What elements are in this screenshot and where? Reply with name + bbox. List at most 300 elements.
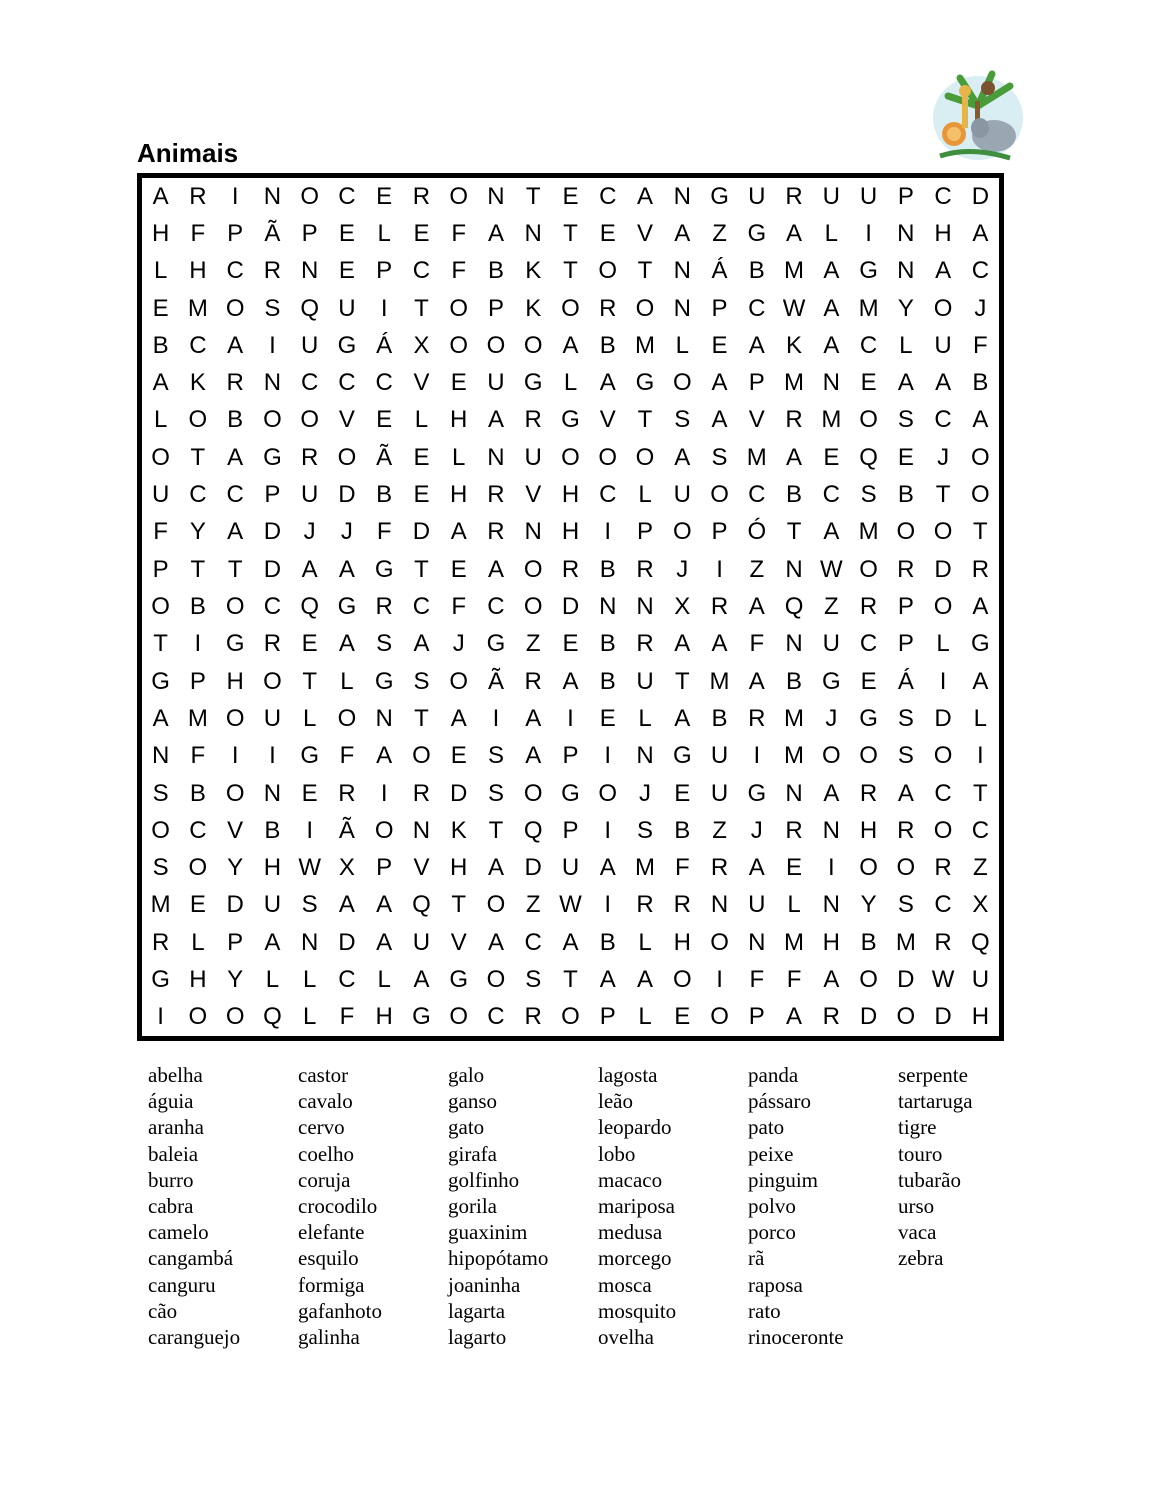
- grid-letter[interactable]: A: [674, 443, 691, 471]
- grid-letter[interactable]: A: [935, 257, 952, 285]
- grid-letter[interactable]: U: [300, 481, 319, 509]
- grid-letter[interactable]: O: [561, 443, 580, 471]
- grid-letter[interactable]: G: [151, 966, 170, 994]
- grid-letter[interactable]: O: [449, 1003, 469, 1031]
- grid-letter[interactable]: H: [189, 257, 207, 285]
- grid-letter[interactable]: Z: [823, 592, 839, 620]
- grid-letter[interactable]: R: [785, 182, 803, 210]
- grid-letter[interactable]: O: [225, 1003, 245, 1031]
- grid-letter[interactable]: G: [374, 667, 394, 695]
- grid-letter[interactable]: L: [638, 481, 652, 509]
- grid-letter[interactable]: C: [934, 891, 952, 919]
- grid-letter[interactable]: E: [301, 779, 318, 807]
- grid-letter[interactable]: P: [897, 592, 914, 620]
- grid-letter[interactable]: O: [896, 518, 916, 546]
- grid-letter[interactable]: Q: [300, 592, 319, 620]
- grid-letter[interactable]: H: [450, 481, 468, 509]
- grid-letter[interactable]: J: [750, 816, 763, 844]
- grid-letter[interactable]: T: [190, 555, 206, 583]
- grid-letter[interactable]: A: [786, 443, 803, 471]
- grid-letter[interactable]: E: [860, 667, 877, 695]
- grid-letter[interactable]: P: [897, 182, 914, 210]
- grid-letter[interactable]: V: [525, 481, 542, 509]
- grid-letter[interactable]: T: [153, 630, 168, 658]
- grid-letter[interactable]: D: [971, 182, 990, 210]
- grid-letter[interactable]: O: [449, 667, 469, 695]
- grid-letter[interactable]: F: [973, 331, 988, 359]
- grid-letter[interactable]: R: [636, 630, 654, 658]
- grid-letter[interactable]: C: [189, 481, 207, 509]
- grid-letter[interactable]: S: [413, 667, 430, 695]
- grid-letter[interactable]: O: [672, 518, 692, 546]
- grid-letter[interactable]: N: [710, 891, 729, 919]
- grid-letter[interactable]: M: [635, 854, 656, 882]
- grid-letter[interactable]: O: [933, 592, 953, 620]
- grid-letter[interactable]: C: [934, 406, 952, 434]
- grid-letter[interactable]: R: [487, 518, 505, 546]
- grid-letter[interactable]: O: [523, 555, 543, 583]
- grid-letter[interactable]: O: [933, 294, 953, 322]
- grid-letter[interactable]: E: [413, 443, 430, 471]
- grid-letter[interactable]: H: [375, 1003, 393, 1031]
- grid-letter[interactable]: C: [338, 369, 356, 397]
- grid-letter[interactable]: G: [859, 257, 878, 285]
- grid-letter[interactable]: S: [897, 406, 914, 434]
- grid-letter[interactable]: Q: [300, 294, 319, 322]
- grid-letter[interactable]: K: [525, 257, 542, 285]
- grid-letter[interactable]: O: [337, 704, 357, 732]
- grid-letter[interactable]: L: [973, 704, 988, 732]
- grid-letter[interactable]: M: [635, 331, 656, 359]
- grid-letter[interactable]: A: [376, 891, 393, 919]
- grid-letter[interactable]: G: [747, 779, 767, 807]
- grid-letter[interactable]: R: [338, 779, 356, 807]
- grid-letter[interactable]: A: [972, 592, 989, 620]
- grid-letter[interactable]: S: [301, 891, 318, 919]
- grid-letter[interactable]: C: [524, 928, 542, 956]
- grid-letter[interactable]: S: [264, 294, 281, 322]
- grid-letter[interactable]: U: [822, 182, 840, 210]
- grid-letter[interactable]: P: [152, 555, 169, 583]
- grid-letter[interactable]: I: [716, 966, 723, 994]
- grid-letter[interactable]: M: [784, 257, 805, 285]
- grid-letter[interactable]: A: [935, 369, 952, 397]
- grid-letter[interactable]: Á: [711, 257, 728, 285]
- grid-letter[interactable]: I: [194, 630, 202, 658]
- grid-letter[interactable]: O: [523, 592, 543, 620]
- grid-letter[interactable]: F: [749, 966, 765, 994]
- grid-letter[interactable]: I: [604, 891, 612, 919]
- grid-letter[interactable]: R: [636, 555, 654, 583]
- grid-letter[interactable]: B: [599, 667, 616, 695]
- grid-letter[interactable]: A: [823, 331, 840, 359]
- grid-letter[interactable]: G: [561, 779, 580, 807]
- grid-letter[interactable]: G: [672, 742, 692, 770]
- grid-letter[interactable]: I: [269, 742, 276, 770]
- grid-letter[interactable]: M: [858, 294, 879, 322]
- grid-letter[interactable]: H: [859, 816, 878, 844]
- grid-letter[interactable]: M: [187, 704, 208, 732]
- grid-letter[interactable]: N: [487, 182, 505, 210]
- grid-letter[interactable]: A: [786, 219, 803, 247]
- grid-letter[interactable]: O: [971, 443, 990, 471]
- grid-letter[interactable]: N: [897, 257, 915, 285]
- grid-letter[interactable]: O: [598, 443, 618, 471]
- grid-letter[interactable]: E: [823, 443, 840, 471]
- grid-letter[interactable]: L: [638, 704, 652, 732]
- grid-letter[interactable]: A: [487, 555, 504, 583]
- grid-letter[interactable]: B: [189, 592, 206, 620]
- grid-letter[interactable]: W: [819, 555, 843, 583]
- grid-letter[interactable]: O: [486, 331, 506, 359]
- grid-letter[interactable]: Z: [749, 555, 765, 583]
- grid-letter[interactable]: G: [523, 369, 543, 397]
- grid-letter[interactable]: E: [897, 443, 914, 471]
- grid-letter[interactable]: B: [972, 369, 989, 397]
- grid-letter[interactable]: R: [599, 294, 617, 322]
- grid-letter[interactable]: P: [301, 219, 318, 247]
- grid-letter[interactable]: T: [637, 257, 653, 285]
- grid-letter[interactable]: C: [263, 592, 282, 620]
- grid-letter[interactable]: A: [450, 704, 467, 732]
- grid-letter[interactable]: V: [413, 369, 430, 397]
- grid-letter[interactable]: N: [412, 816, 431, 844]
- grid-letter[interactable]: J: [452, 630, 465, 658]
- grid-letter[interactable]: O: [561, 1003, 580, 1031]
- grid-letter[interactable]: M: [895, 928, 916, 956]
- grid-letter[interactable]: N: [636, 592, 654, 620]
- grid-letter[interactable]: Z: [525, 891, 541, 919]
- grid-letter[interactable]: B: [786, 481, 803, 509]
- grid-letter[interactable]: I: [380, 779, 388, 807]
- grid-letter[interactable]: C: [859, 331, 878, 359]
- grid-letter[interactable]: N: [375, 704, 393, 732]
- grid-letter[interactable]: F: [451, 592, 467, 620]
- grid-letter[interactable]: G: [412, 1003, 431, 1031]
- grid-letter[interactable]: A: [637, 966, 654, 994]
- grid-letter[interactable]: F: [339, 742, 355, 770]
- grid-letter[interactable]: A: [972, 667, 989, 695]
- grid-letter[interactable]: L: [377, 966, 391, 994]
- grid-letter[interactable]: A: [227, 518, 244, 546]
- grid-letter[interactable]: C: [934, 182, 952, 210]
- grid-letter[interactable]: G: [971, 630, 990, 658]
- grid-letter[interactable]: S: [152, 854, 169, 882]
- grid-letter[interactable]: N: [673, 182, 691, 210]
- grid-letter[interactable]: X: [338, 854, 355, 882]
- grid-letter[interactable]: Ã: [264, 219, 281, 247]
- grid-letter[interactable]: S: [637, 816, 654, 844]
- grid-letter[interactable]: T: [637, 406, 653, 434]
- grid-letter[interactable]: N: [785, 630, 803, 658]
- grid-letter[interactable]: F: [376, 518, 392, 546]
- grid-letter[interactable]: F: [339, 1003, 355, 1031]
- grid-letter[interactable]: Y: [189, 518, 206, 546]
- grid-letter[interactable]: W: [298, 854, 321, 882]
- grid-letter[interactable]: G: [486, 630, 506, 658]
- grid-letter[interactable]: E: [562, 630, 579, 658]
- grid-letter[interactable]: D: [934, 555, 952, 583]
- grid-letter[interactable]: L: [153, 257, 168, 285]
- grid-letter[interactable]: Q: [859, 443, 878, 471]
- grid-letter[interactable]: D: [263, 555, 282, 583]
- grid-letter[interactable]: O: [859, 742, 878, 770]
- grid-letter[interactable]: N: [524, 219, 542, 247]
- grid-letter[interactable]: T: [973, 779, 988, 807]
- grid-letter[interactable]: Q: [412, 891, 431, 919]
- grid-letter[interactable]: H: [226, 667, 244, 695]
- grid-letter[interactable]: G: [337, 592, 357, 620]
- grid-letter[interactable]: G: [300, 742, 319, 770]
- grid-letter[interactable]: B: [599, 555, 616, 583]
- grid-letter[interactable]: N: [822, 891, 840, 919]
- grid-letter[interactable]: N: [524, 518, 542, 546]
- grid-letter[interactable]: G: [374, 555, 394, 583]
- grid-letter[interactable]: U: [710, 779, 729, 807]
- grid-letter[interactable]: R: [897, 816, 915, 844]
- grid-letter[interactable]: J: [639, 779, 652, 807]
- grid-letter[interactable]: D: [934, 1003, 952, 1031]
- grid-letter[interactable]: B: [786, 667, 803, 695]
- grid-letter[interactable]: S: [897, 704, 914, 732]
- grid-letter[interactable]: U: [151, 481, 170, 509]
- grid-letter[interactable]: U: [263, 704, 282, 732]
- grid-letter[interactable]: R: [300, 443, 319, 471]
- grid-letter[interactable]: U: [934, 331, 952, 359]
- grid-letter[interactable]: D: [859, 1003, 878, 1031]
- grid-letter[interactable]: O: [598, 779, 618, 807]
- grid-letter[interactable]: U: [636, 667, 654, 695]
- grid-letter[interactable]: R: [859, 592, 878, 620]
- grid-letter[interactable]: J: [340, 518, 353, 546]
- grid-letter[interactable]: G: [561, 406, 580, 434]
- grid-letter[interactable]: P: [711, 518, 728, 546]
- grid-letter[interactable]: Q: [784, 592, 804, 620]
- grid-letter[interactable]: H: [450, 854, 468, 882]
- grid-letter[interactable]: N: [748, 928, 766, 956]
- grid-letter[interactable]: A: [338, 891, 355, 919]
- grid-letter[interactable]: Ã: [338, 816, 355, 844]
- grid-letter[interactable]: R: [710, 854, 729, 882]
- grid-letter[interactable]: H: [561, 481, 580, 509]
- grid-letter[interactable]: B: [487, 257, 504, 285]
- grid-letter[interactable]: B: [897, 481, 914, 509]
- grid-letter[interactable]: E: [599, 704, 616, 732]
- grid-letter[interactable]: K: [786, 331, 803, 359]
- grid-letter[interactable]: O: [151, 592, 170, 620]
- grid-letter[interactable]: C: [300, 369, 319, 397]
- grid-letter[interactable]: M: [709, 667, 730, 695]
- grid-letter[interactable]: O: [449, 294, 469, 322]
- grid-letter[interactable]: S: [711, 443, 728, 471]
- grid-letter[interactable]: L: [265, 966, 280, 994]
- grid-letter[interactable]: N: [673, 294, 691, 322]
- grid-letter[interactable]: I: [977, 742, 984, 770]
- grid-letter[interactable]: O: [523, 331, 543, 359]
- grid-letter[interactable]: P: [189, 667, 206, 695]
- grid-letter[interactable]: O: [486, 966, 506, 994]
- grid-letter[interactable]: B: [860, 928, 877, 956]
- grid-letter[interactable]: F: [786, 966, 802, 994]
- grid-letter[interactable]: E: [301, 630, 318, 658]
- grid-letter[interactable]: V: [637, 219, 654, 247]
- grid-letter[interactable]: H: [822, 928, 840, 956]
- grid-letter[interactable]: L: [638, 928, 652, 956]
- grid-letter[interactable]: Q: [263, 1003, 282, 1031]
- grid-letter[interactable]: A: [301, 555, 318, 583]
- grid-letter[interactable]: A: [152, 369, 169, 397]
- grid-letter[interactable]: R: [636, 891, 654, 919]
- grid-letter[interactable]: I: [604, 816, 612, 844]
- grid-letter[interactable]: I: [380, 294, 388, 322]
- grid-letter[interactable]: B: [748, 257, 765, 285]
- grid-letter[interactable]: P: [376, 854, 393, 882]
- grid-letter[interactable]: D: [561, 592, 580, 620]
- grid-letter[interactable]: Á: [897, 667, 914, 695]
- grid-letter[interactable]: E: [189, 891, 206, 919]
- grid-letter[interactable]: C: [487, 592, 505, 620]
- grid-letter[interactable]: O: [523, 779, 543, 807]
- grid-letter[interactable]: D: [226, 891, 244, 919]
- grid-letter[interactable]: B: [227, 406, 244, 434]
- grid-letter[interactable]: U: [748, 891, 766, 919]
- grid-letter[interactable]: Q: [523, 816, 543, 844]
- grid-letter[interactable]: G: [635, 369, 655, 397]
- grid-letter[interactable]: U: [673, 481, 691, 509]
- grid-letter[interactable]: Z: [712, 816, 727, 844]
- grid-letter[interactable]: G: [710, 182, 729, 210]
- grid-letter[interactable]: X: [413, 331, 430, 359]
- grid-letter[interactable]: P: [562, 816, 579, 844]
- grid-letter[interactable]: A: [823, 779, 840, 807]
- grid-letter[interactable]: U: [561, 854, 580, 882]
- grid-letter[interactable]: P: [562, 742, 579, 770]
- grid-letter[interactable]: I: [231, 742, 239, 770]
- grid-letter[interactable]: S: [897, 891, 914, 919]
- grid-letter[interactable]: C: [748, 294, 766, 322]
- grid-letter[interactable]: R: [748, 704, 766, 732]
- grid-letter[interactable]: A: [264, 928, 281, 956]
- grid-letter[interactable]: O: [710, 1003, 729, 1031]
- grid-letter[interactable]: T: [227, 555, 243, 583]
- grid-letter[interactable]: A: [823, 966, 840, 994]
- grid-letter[interactable]: O: [412, 742, 431, 770]
- grid-letter[interactable]: C: [822, 481, 840, 509]
- grid-letter[interactable]: S: [897, 742, 914, 770]
- grid-letter[interactable]: A: [897, 779, 914, 807]
- grid-letter[interactable]: A: [376, 742, 393, 770]
- grid-letter[interactable]: U: [822, 630, 840, 658]
- grid-letter[interactable]: L: [340, 667, 354, 695]
- grid-letter[interactable]: C: [748, 481, 766, 509]
- grid-letter[interactable]: S: [376, 630, 393, 658]
- grid-letter[interactable]: L: [936, 630, 950, 658]
- grid-letter[interactable]: A: [599, 369, 616, 397]
- grid-letter[interactable]: H: [934, 219, 952, 247]
- grid-letter[interactable]: O: [710, 481, 729, 509]
- grid-letter[interactable]: F: [190, 219, 206, 247]
- grid-letter[interactable]: R: [561, 555, 580, 583]
- grid-letter[interactable]: A: [674, 630, 691, 658]
- grid-letter[interactable]: A: [338, 555, 355, 583]
- grid-letter[interactable]: C: [971, 257, 990, 285]
- grid-letter[interactable]: P: [748, 369, 765, 397]
- grid-letter[interactable]: J: [303, 518, 316, 546]
- grid-letter[interactable]: A: [823, 518, 840, 546]
- grid-letter[interactable]: L: [675, 331, 689, 359]
- grid-letter[interactable]: X: [972, 891, 989, 919]
- grid-letter[interactable]: O: [672, 966, 692, 994]
- grid-letter[interactable]: T: [414, 555, 429, 583]
- grid-letter[interactable]: F: [451, 257, 467, 285]
- grid-letter[interactable]: O: [933, 518, 953, 546]
- grid-letter[interactable]: U: [412, 928, 431, 956]
- grid-letter[interactable]: P: [897, 630, 914, 658]
- grid-letter[interactable]: O: [859, 854, 878, 882]
- grid-letter[interactable]: O: [337, 443, 357, 471]
- grid-letter[interactable]: A: [227, 331, 244, 359]
- grid-letter[interactable]: E: [413, 219, 430, 247]
- grid-letter[interactable]: O: [263, 406, 282, 434]
- grid-letter[interactable]: E: [711, 331, 728, 359]
- grid-letter[interactable]: D: [450, 779, 468, 807]
- grid-letter[interactable]: O: [635, 294, 655, 322]
- grid-letter[interactable]: S: [487, 742, 504, 770]
- grid-letter[interactable]: O: [449, 182, 469, 210]
- grid-letter[interactable]: O: [635, 443, 655, 471]
- grid-letter[interactable]: A: [227, 443, 244, 471]
- grid-letter[interactable]: A: [711, 369, 728, 397]
- grid-letter[interactable]: N: [263, 182, 282, 210]
- grid-letter[interactable]: U: [710, 742, 729, 770]
- grid-letter[interactable]: A: [487, 406, 504, 434]
- grid-letter[interactable]: R: [487, 481, 505, 509]
- grid-letter[interactable]: A: [599, 854, 616, 882]
- grid-letter[interactable]: U: [524, 443, 542, 471]
- grid-letter[interactable]: A: [413, 630, 430, 658]
- grid-letter[interactable]: U: [263, 891, 282, 919]
- grid-letter[interactable]: P: [599, 1003, 616, 1031]
- grid-letter[interactable]: J: [825, 704, 838, 732]
- grid-letter[interactable]: U: [487, 369, 505, 397]
- grid-letter[interactable]: R: [785, 816, 803, 844]
- grid-letter[interactable]: E: [450, 369, 467, 397]
- grid-letter[interactable]: A: [674, 219, 691, 247]
- grid-letter[interactable]: R: [822, 1003, 840, 1031]
- grid-letter[interactable]: O: [225, 294, 245, 322]
- grid-letter[interactable]: E: [338, 219, 355, 247]
- grid-letter[interactable]: E: [599, 219, 616, 247]
- grid-letter[interactable]: H: [673, 928, 691, 956]
- grid-letter[interactable]: D: [263, 518, 282, 546]
- grid-letter[interactable]: L: [787, 891, 801, 919]
- grid-letter[interactable]: P: [748, 1003, 765, 1031]
- grid-letter[interactable]: O: [188, 854, 208, 882]
- grid-letter[interactable]: R: [412, 182, 431, 210]
- grid-letter[interactable]: E: [376, 182, 393, 210]
- grid-letter[interactable]: R: [524, 667, 542, 695]
- grid-letter[interactable]: A: [487, 219, 504, 247]
- grid-letter[interactable]: C: [226, 257, 244, 285]
- grid-letter[interactable]: A: [711, 630, 728, 658]
- grid-letter[interactable]: L: [563, 369, 578, 397]
- grid-letter[interactable]: M: [746, 443, 767, 471]
- grid-letter[interactable]: P: [376, 257, 393, 285]
- grid-letter[interactable]: M: [187, 294, 208, 322]
- grid-letter[interactable]: T: [935, 481, 951, 509]
- grid-letter[interactable]: A: [972, 219, 989, 247]
- grid-letter[interactable]: M: [784, 704, 805, 732]
